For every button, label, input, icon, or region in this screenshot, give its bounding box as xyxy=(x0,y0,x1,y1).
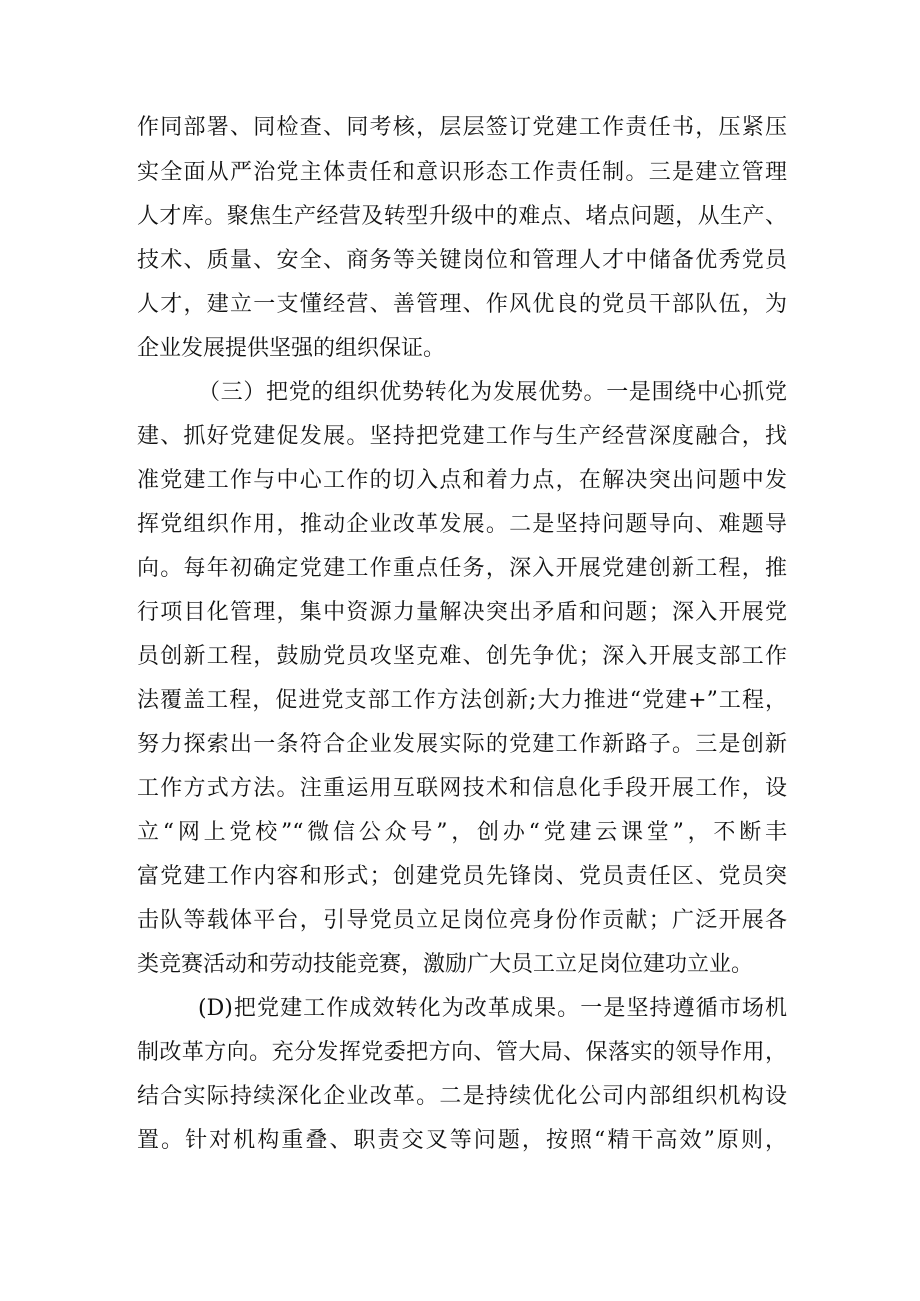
text-line-11: 向。每年初确定党建工作重点任务，深入开展党建创新工程，推 xyxy=(137,556,787,581)
text-line-13: 员创新工程，鼓励党员攻坚克难、创先争优；深入开展支部工作 xyxy=(137,644,787,669)
text-line-18: 富党建工作内容和形式；创建党员先锋岗、党员责任区、党员突 xyxy=(137,864,787,889)
text-line-10: 挥党组织作用，推动企业改革发展。二是坚持问题导向、难题导 xyxy=(137,512,787,537)
text-line-3: 人才库。聚焦生产经营及转型升级中的难点、堵点问题，从生产、 xyxy=(137,204,787,229)
text-line-8: 建、抓好党建促发展。坚持把党建工作与生产经营深度融合，找 xyxy=(137,424,787,449)
paragraph-heading-4: (D)把党建工作成效转化为改革成果。一是坚持遵循市场机 xyxy=(198,996,787,1021)
text-line-6: 企业发展提供坚强的组织保证。 xyxy=(137,336,446,361)
text-line-14: 法覆盖工程，促进党支部工作方法创新;大力推进“党建+”工程， xyxy=(137,688,787,713)
text-line-2: 实全面从严治党主体责任和意识形态工作责任制。三是建立管理 xyxy=(137,160,787,185)
text-line-12: 行项目化管理，集中资源力量解决突出矛盾和问题；深入开展党 xyxy=(137,600,787,625)
text-line-17: 立“网上党校”“微信公众号”，创办“党建云课堂”，不断丰 xyxy=(137,820,787,845)
text-line-15: 努力探索出一条符合企业发展实际的党建工作新路子。三是创新 xyxy=(137,732,787,757)
text-line-5: 人才，建立一支懂经营、善管理、作风优良的党员干部队伍，为 xyxy=(137,292,787,317)
text-line-1: 作同部署、同检查、同考核，层层签订党建工作责任书，压紧压 xyxy=(137,115,787,140)
text-line-22: 制改革方向。充分发挥党委把方向、管大局、保落实的领导作用， xyxy=(137,1040,787,1065)
text-line-24: 置。针对机构重叠、职责交叉等问题，按照“精干高效”原则， xyxy=(137,1128,787,1153)
text-line-16: 工作方式方法。注重运用互联网技术和信息化手段开展工作，设 xyxy=(137,776,787,801)
text-line-9: 准党建工作与中心工作的切入点和着力点，在解决突出问题中发 xyxy=(137,468,787,493)
paragraph-heading-3: （三）把党的组织优势转化为发展优势。一是围绕中心抓党 xyxy=(198,380,787,405)
text-line-19: 击队等载体平台，引导党员立足岗位亮身份作贡献；广泛开展各 xyxy=(137,908,787,933)
text-line-4: 技术、质量、安全、商务等关键岗位和管理人才中储备优秀党员 xyxy=(137,248,787,273)
text-line-23: 结合实际持续深化企业改革。二是持续优化公司内部组织机构设 xyxy=(137,1084,787,1109)
text-line-20: 类竞赛活动和劳动技能竞赛，激励广大员工立足岗位建功立业。 xyxy=(137,952,754,977)
